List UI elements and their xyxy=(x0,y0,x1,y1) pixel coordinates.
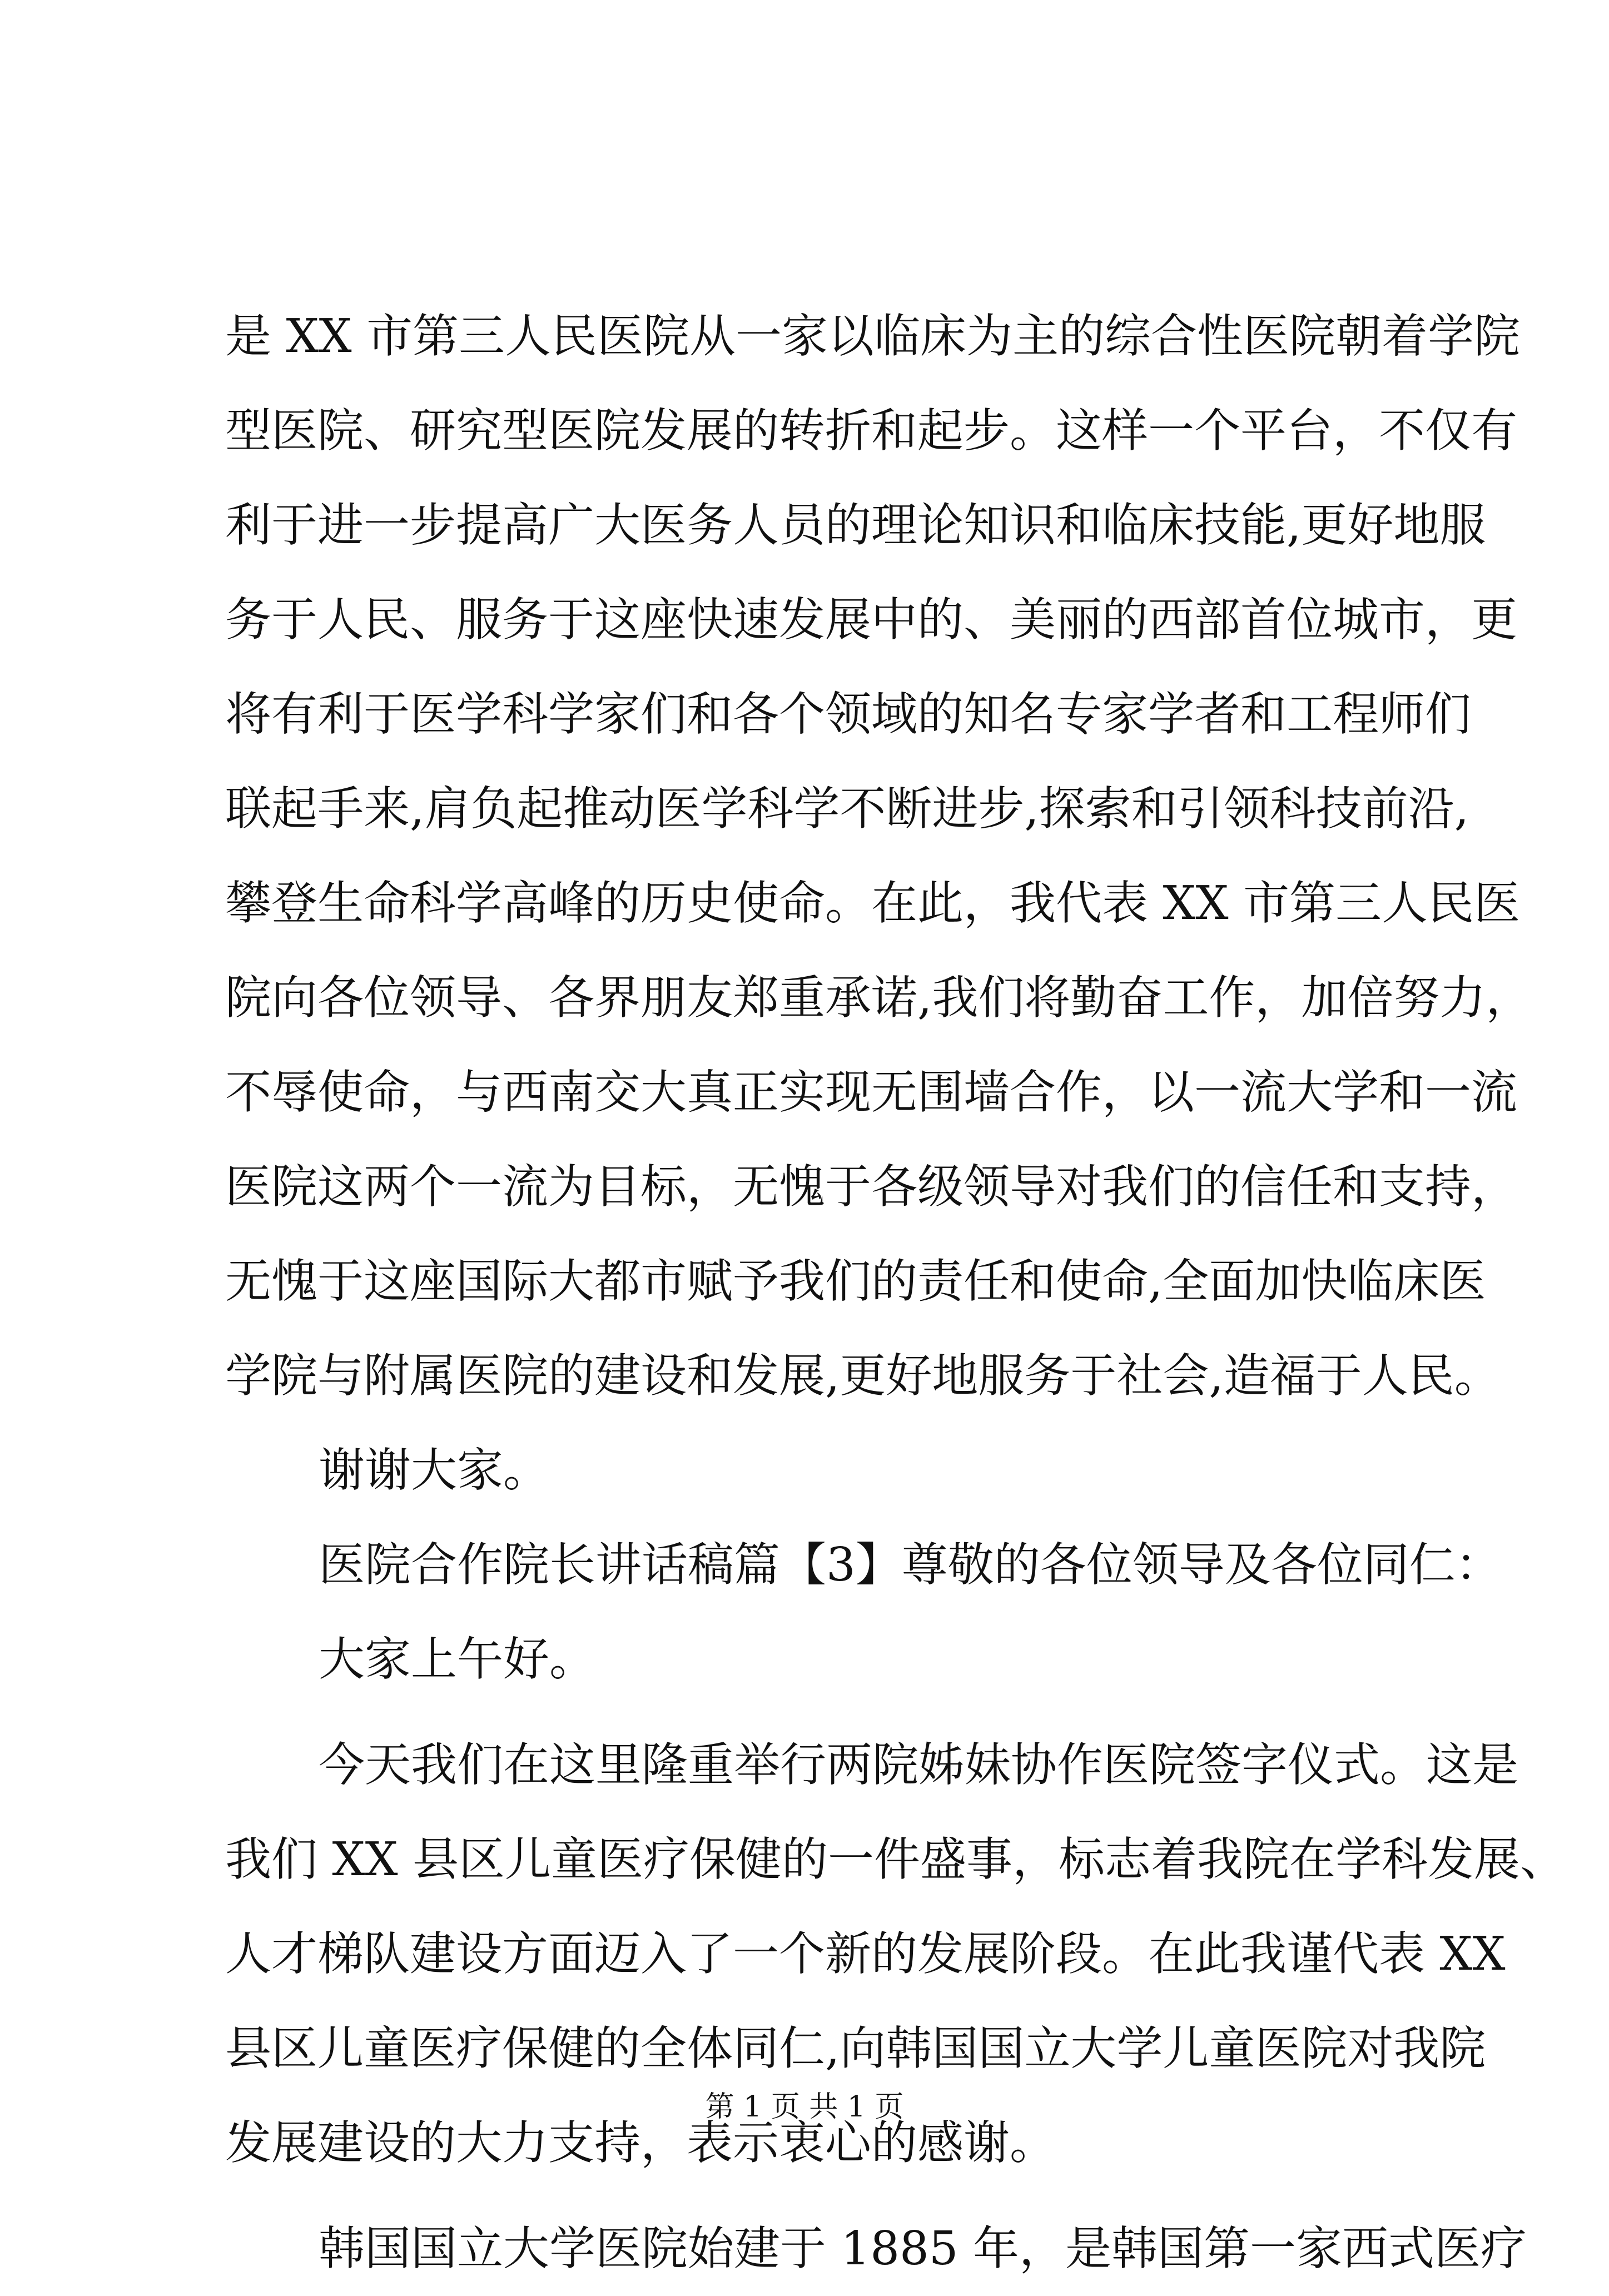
text-line: 谢谢大家。 xyxy=(319,1443,549,1497)
text-line: 韩国国立大学医院始建于 1885 年，是韩国第一家西式医疗 xyxy=(319,2222,1527,2275)
text-line: 今天我们在这里隆重举行两院姊妹协作医院签字仪式。这是 xyxy=(319,1738,1518,1792)
text-line: 将有利于医学科学家们和各个领域的知名专家学者和工程师们 xyxy=(225,687,1471,741)
text-line: 我们 XX 县区儿童医疗保健的一件盛事，标志着我院在学科发展、 xyxy=(225,1832,1566,1886)
text-line: 无愧于这座国际大都市赋予我们的责任和使命,全面加快临床医 xyxy=(225,1254,1486,1308)
document-body xyxy=(225,289,1566,2296)
text-line: 利于进一步提高广大医务人员的理论知识和临床技能,更好地服 xyxy=(225,498,1486,552)
text-line: 人才梯队建设方面迈入了一个新的发展阶段。在此我谨代表 XX xyxy=(225,1927,1506,1981)
text-line: 医院这两个一流为目标，无愧于各级领导对我们的信任和支持， xyxy=(225,1160,1517,1214)
text-line: 务于人民、服务于这座快速发展中的、美丽的西部首位城市，更 xyxy=(225,593,1517,647)
text-line: 学院与附属医院的建设和发展,更好地服务于社会,造福于人民。 xyxy=(225,1349,1501,1403)
text-line: 发展建设的大力支持，表示衷心的感谢。 xyxy=(225,2116,1056,2170)
section-heading: 医院合作院长讲话稿篇【3】尊敬的各位领导及各位同仁： xyxy=(319,1538,1502,1592)
text-line: 是 XX 市第三人民医院从一家以临床为主的综合性医院朝着学院 xyxy=(225,309,1520,363)
text-line: 联起手来,肩负起推动医学科学不断进步,探索和引领科技前沿, xyxy=(225,782,1469,836)
text-line: 型医院、研究型医院发展的转折和起步。这样一个平台，不仅有 xyxy=(225,404,1517,458)
text-line: 县区儿童医疗保健的全体同仁,向韩国国立大学儿童医院对我院 xyxy=(225,2021,1486,2075)
text-line: 不辱使命，与西南交大真正实现无围墙合作，以一流大学和一流 xyxy=(225,1065,1517,1119)
text-line: 攀登生命科学高峰的历史使命。在此，我代表 XX 市第三人民医 xyxy=(225,876,1520,930)
text-line: 大家上午好。 xyxy=(319,1632,595,1686)
page-footer: 第 1 页 共 1 页 xyxy=(705,2090,904,2124)
text-line: 院向各位领导、各界朋友郑重承诺,我们将勤奋工作，加倍努力， xyxy=(225,971,1532,1025)
